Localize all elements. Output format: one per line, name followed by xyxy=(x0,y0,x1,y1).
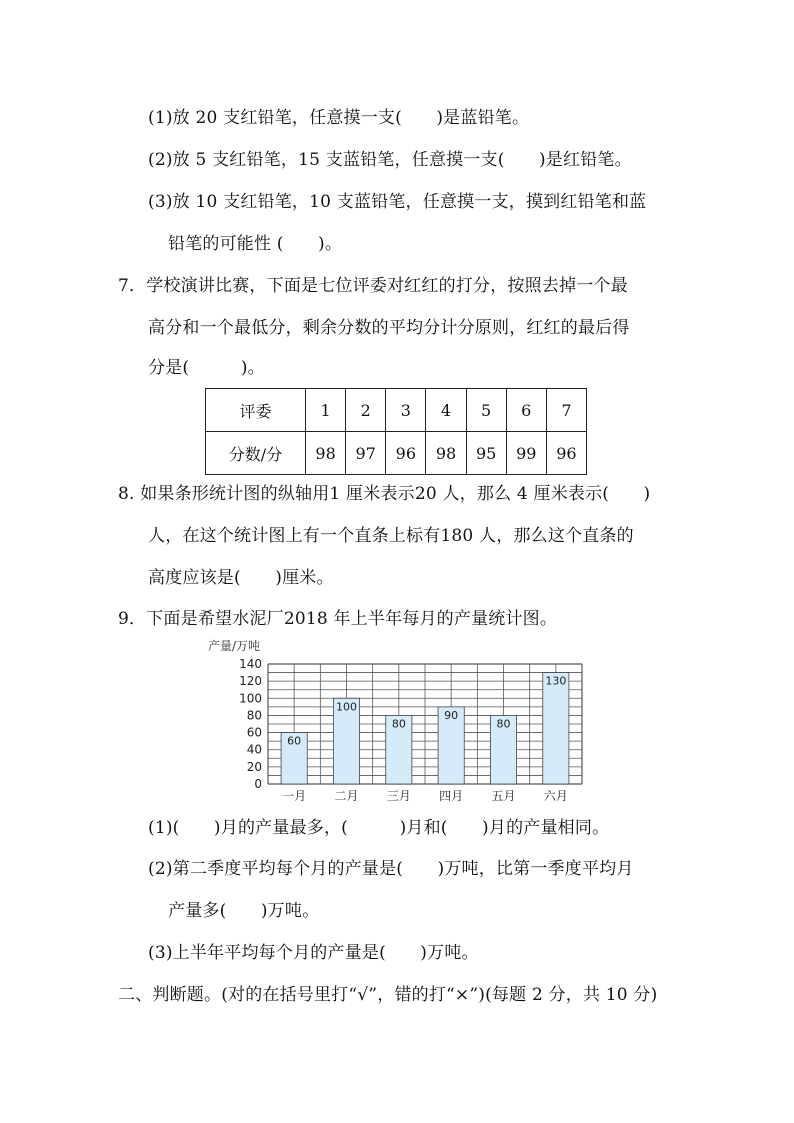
x-tick-label: 二月 xyxy=(334,789,359,803)
x-tick-label: 五月 xyxy=(491,789,516,803)
bar-value-label: 130 xyxy=(545,674,567,688)
judge-cell: 3 xyxy=(386,389,426,432)
chart-y-ticks xyxy=(239,657,262,791)
chart-ylabel: 产量/万吨 xyxy=(208,639,261,653)
score-cell: 98 xyxy=(306,432,346,475)
y-tick-label: 20 xyxy=(246,759,262,774)
score-table xyxy=(205,388,587,475)
q6-part3-line2: 铅笔的可能性 ( )。 xyxy=(168,234,343,254)
bar-value-label: 90 xyxy=(444,708,459,722)
judge-cell: 4 xyxy=(426,389,466,432)
q7-line2: 高分和一个最低分，剩余分数的平均分计分原则，红红的最后得 xyxy=(148,318,630,338)
q8-line3: 高度应该是( )厘米。 xyxy=(148,568,334,588)
x-tick-label: 六月 xyxy=(543,789,568,803)
x-tick-label: 三月 xyxy=(386,789,411,803)
bar-value-label: 100 xyxy=(336,700,357,714)
q6-part2: (2)放 5 支红铅笔，15 支蓝铅笔，任意摸一支( )是红铅笔。 xyxy=(148,150,632,170)
q9-title: 9．下面是希望水泥厂2018 年上半年每月的产量统计图。 xyxy=(118,609,558,629)
score-cell: 96 xyxy=(386,432,426,475)
q8-line2: 人，在这个统计图上有一个直条上标有180 人，那么这个直条的 xyxy=(148,526,634,546)
q7-line3: 分是( )。 xyxy=(148,358,265,378)
section-2-heading: 二、判断题。(对的在括号里打“√”，错的打“×”)(每题 2 分，共 10 分) xyxy=(118,985,658,1005)
score-row xyxy=(206,432,587,475)
x-tick-label: 四月 xyxy=(439,789,464,803)
score-cell: 95 xyxy=(466,432,506,475)
y-tick-label: 60 xyxy=(246,725,262,740)
y-tick-label: 100 xyxy=(239,691,262,706)
bar-value-label: 60 xyxy=(287,734,302,748)
y-tick-label: 140 xyxy=(239,657,262,671)
x-tick-label: 一月 xyxy=(282,789,307,803)
q6-part1: (1)放 20 支红铅笔，任意摸一支( )是蓝铅笔。 xyxy=(148,108,530,128)
q9-part1: (1)( )月的产量最多，( )月和( )月的产量相同。 xyxy=(148,818,610,838)
judge-cell: 5 xyxy=(466,389,506,432)
y-tick-label: 40 xyxy=(246,742,262,757)
score-cell: 96 xyxy=(546,432,586,475)
score-cell: 97 xyxy=(346,432,386,475)
judge-row xyxy=(206,389,587,432)
score-cell: 98 xyxy=(426,432,466,475)
bar xyxy=(543,673,569,784)
y-tick-label: 80 xyxy=(246,708,262,723)
q8-line1: 8. 如果条形统计图的纵轴用1 厘米表示20 人，那么 4 厘米表示( ) xyxy=(118,484,651,504)
q9-part3: (3)上半年平均每个月的产量是( )万吨。 xyxy=(148,943,479,963)
chart-grid xyxy=(268,664,582,784)
judge-cell: 1 xyxy=(306,389,346,432)
judge-cell: 2 xyxy=(346,389,386,432)
judge-label: 评委 xyxy=(206,389,306,432)
q9-part2-line2: 产量多( )万吨。 xyxy=(168,901,320,921)
bar-value-label: 80 xyxy=(391,717,406,731)
q6-part3-line1: (3)放 10 支红铅笔，10 支蓝铅笔，任意摸一支，摸到红铅笔和蓝 xyxy=(148,192,647,212)
y-tick-label: 0 xyxy=(254,777,262,791)
q9-part2-line1: (2)第二季度平均每个月的产量是( )万吨，比第一季度平均月 xyxy=(148,859,634,879)
judge-cell: 6 xyxy=(506,389,546,432)
score-cell: 99 xyxy=(506,432,546,475)
q7-line1: 7．学校演讲比赛，下面是七位评委对红红的打分，按照去掉一个最 xyxy=(118,276,628,296)
production-bar-chart xyxy=(200,636,600,808)
y-tick-label: 120 xyxy=(239,674,262,689)
score-label: 分数/分 xyxy=(206,432,306,475)
judge-cell: 7 xyxy=(546,389,586,432)
chart-x-ticks xyxy=(282,789,568,803)
bar-value-label: 80 xyxy=(496,717,511,731)
